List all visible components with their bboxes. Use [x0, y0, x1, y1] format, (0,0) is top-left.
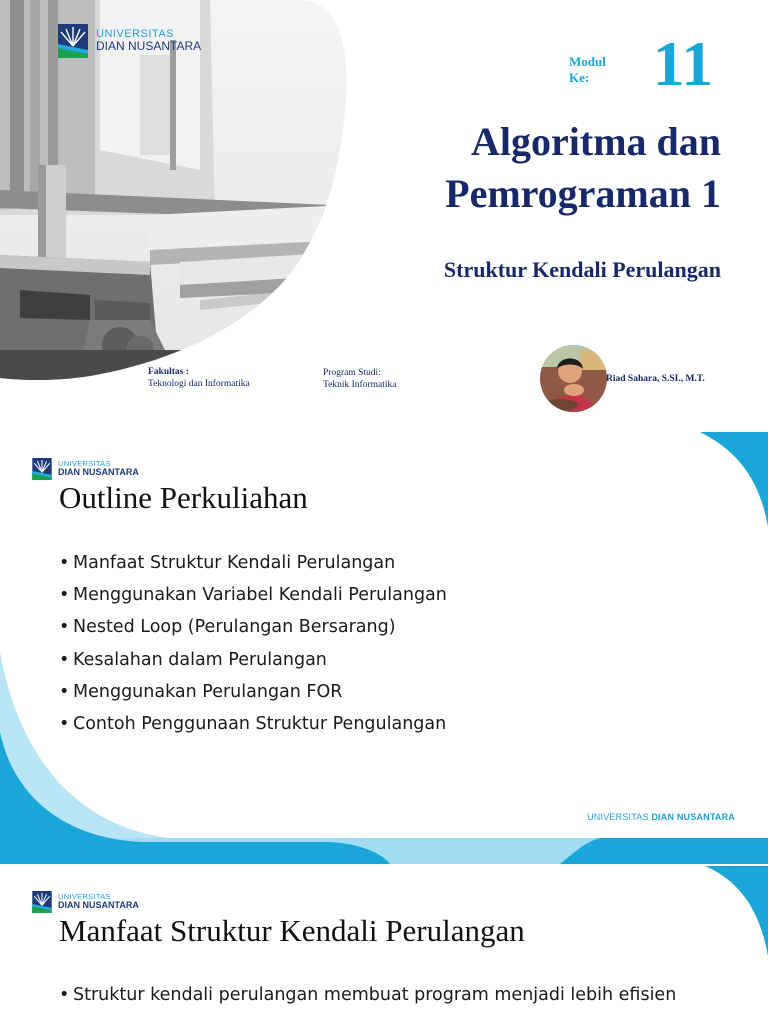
footer-brand — [587, 812, 735, 822]
university-logo-icon — [32, 891, 52, 913]
course-title-line-1: Algoritma dan — [471, 119, 721, 164]
prodi-value: Teknik Informatika — [323, 380, 397, 390]
modul-label: Modul Ke: — [569, 54, 606, 85]
footer-brand-universitas: UNIVERSITAS — [587, 812, 649, 822]
lecturer-name: Riad Sahara, S.SI., M.T. — [606, 374, 705, 384]
list-item: • Nested Loop (Perulangan Bersarang) — [59, 611, 447, 643]
prodi-info — [323, 367, 396, 391]
list-item: • Struktur kendali perulangan membuat program menjadi lebih efisien — [59, 979, 676, 1011]
fakultas-label: Fakultas : — [148, 367, 189, 377]
logo-text-dian-nusantara: DIAN NUSANTARA — [58, 467, 139, 478]
lecturer-avatar — [540, 345, 607, 412]
prodi-label: Program Studi: — [323, 368, 381, 378]
module-subtitle: Struktur Kendali Perulangan — [443, 257, 721, 282]
fakultas-info — [148, 366, 250, 390]
logo-text-universitas: UNIVERSITAS — [58, 459, 111, 469]
university-logo — [58, 24, 201, 58]
manfaat-slide — [0, 866, 768, 1024]
list-item: • Menggunakan Perulangan FOR — [59, 676, 447, 708]
logo-text-dian-nusantara: DIAN NUSANTARA — [96, 39, 202, 54]
course-title — [301, 116, 721, 220]
list-item: • Contoh Penggunaan Struktur Pengulangan — [59, 708, 447, 740]
fakultas-value: Teknologi dan Informatika — [148, 379, 250, 389]
slide-heading: Outline Perkuliahan — [59, 480, 308, 515]
list-item: • Manfaat Struktur Kendali Perulangan — [59, 547, 447, 579]
logo-text-dian-nusantara: DIAN NUSANTARA — [58, 900, 139, 911]
university-logo-icon — [32, 458, 52, 480]
list-item: • Menggunakan Variabel Kendali Perulangan — [59, 579, 447, 611]
university-logo — [32, 891, 139, 913]
list-item: • Kesalahan dalam Perulangan — [59, 644, 447, 676]
slide-heading: Manfaat Struktur Kendali Perulangan — [59, 913, 525, 948]
university-logo-icon — [58, 24, 88, 58]
benefit-list — [59, 979, 676, 1011]
university-logo — [32, 458, 139, 480]
slide-gap — [0, 420, 768, 432]
cover-slide — [0, 0, 768, 420]
logo-text-universitas: UNIVERSITAS — [96, 27, 175, 40]
outline-slide — [0, 432, 768, 864]
course-title-line-2: Pemrograman 1 — [445, 171, 721, 216]
modul-number: 11 — [652, 28, 714, 99]
footer-brand-dian-nusantara: DIAN NUSANTARA — [651, 812, 735, 822]
logo-text-universitas: UNIVERSITAS — [58, 892, 111, 902]
outline-list — [59, 547, 447, 740]
